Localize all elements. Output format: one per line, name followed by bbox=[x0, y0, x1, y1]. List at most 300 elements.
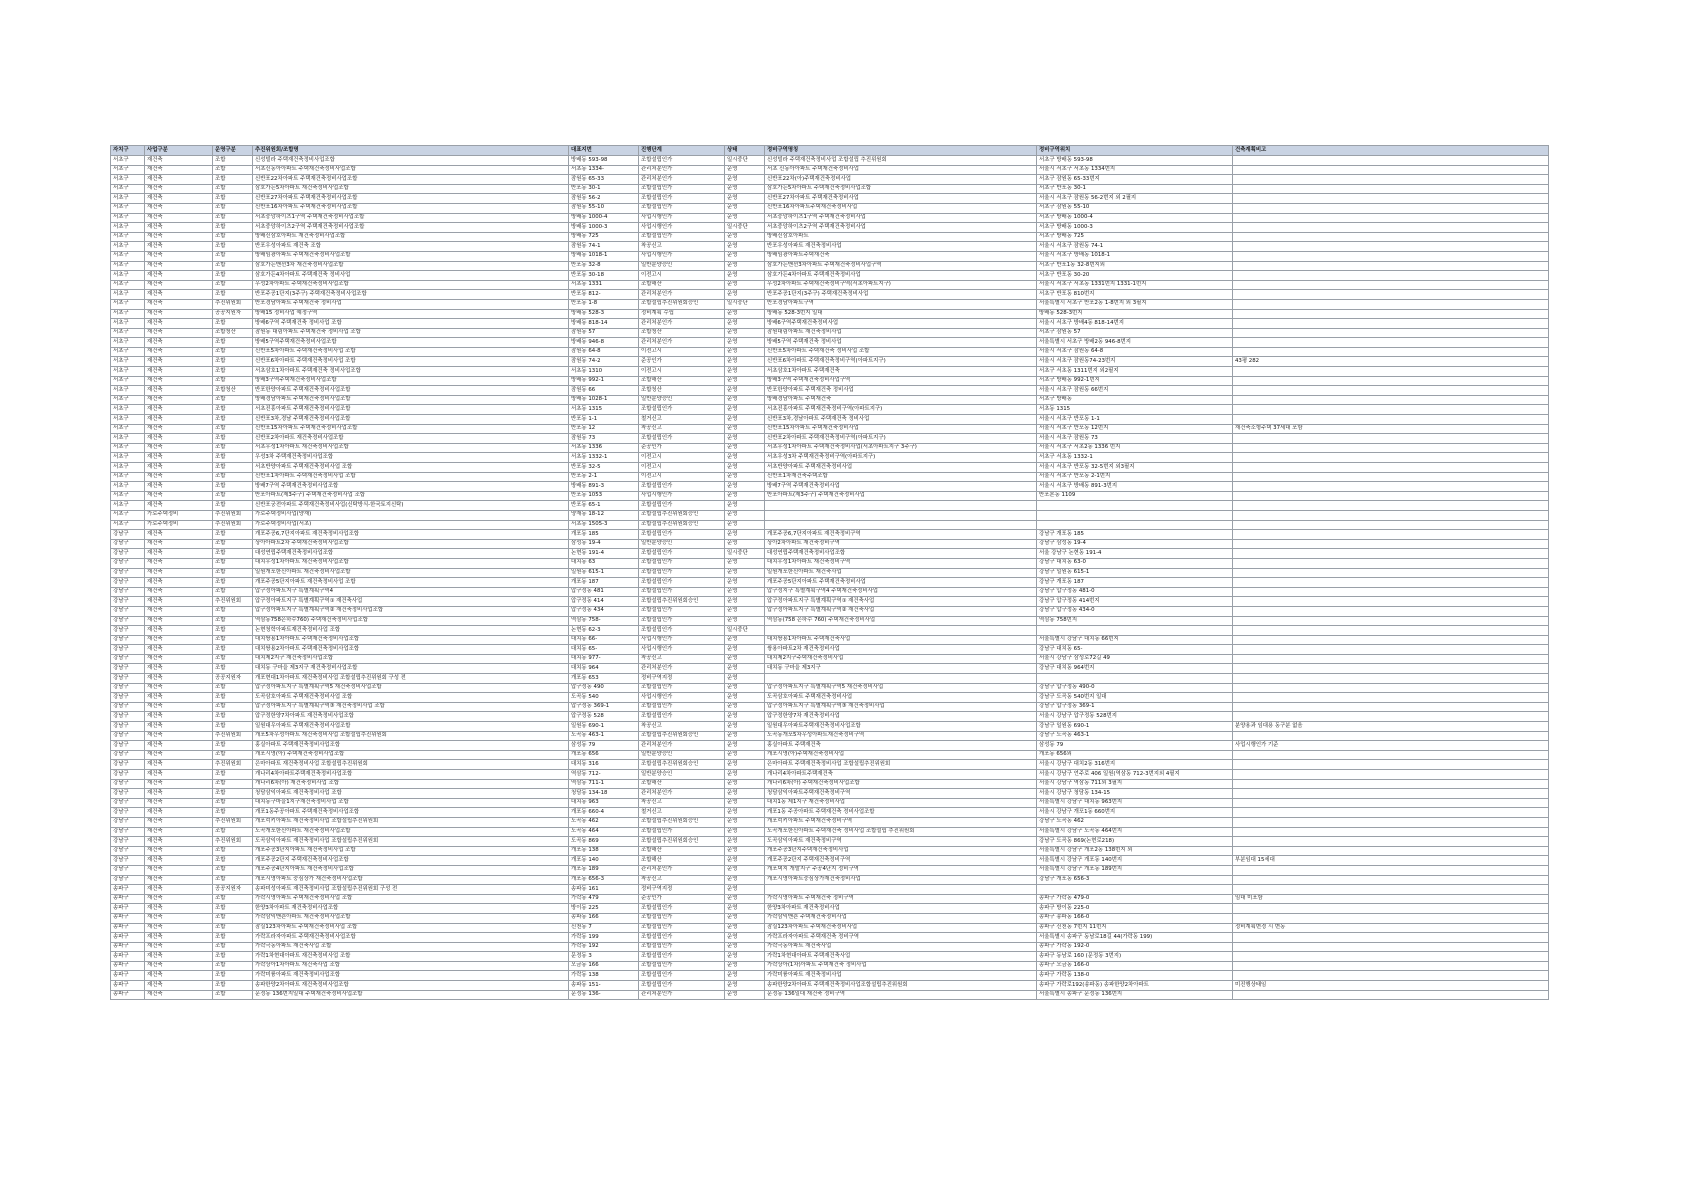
table-row bbox=[111, 184, 1549, 194]
cell-operation-type: 조합 bbox=[213, 933, 253, 943]
cell-lot-number: 도곡동 464 bbox=[569, 827, 639, 837]
cell-stage: 조합설립인가 bbox=[639, 482, 725, 492]
cell-remarks bbox=[1233, 520, 1549, 530]
cell-remarks bbox=[1233, 299, 1549, 309]
cell-stage: 일반분양승인 bbox=[639, 770, 725, 780]
cell-stage: 조합설립인가 bbox=[639, 530, 725, 540]
cell-stage: 정비계획 수립 bbox=[639, 309, 725, 319]
cell-lot-number: 잠원동 74-2 bbox=[569, 357, 639, 367]
cell-project-type: 재건축 bbox=[145, 395, 213, 405]
cell-status: 운영 bbox=[725, 770, 765, 780]
cell-project-type: 재건축 bbox=[145, 933, 213, 943]
cell-status: 운영 bbox=[725, 606, 765, 616]
cell-zone-name: 신반포2차아파트 주택재건축정비구역(아파트지구) bbox=[765, 434, 1037, 444]
cell-operation-type: 조합 bbox=[213, 741, 253, 751]
cell-zone-location bbox=[1037, 510, 1233, 520]
cell-status: 운영 bbox=[725, 568, 765, 578]
cell-status: 운영 bbox=[725, 242, 765, 252]
cell-remarks: 분양용과 임대용 동구분 없음 bbox=[1233, 722, 1549, 732]
cell-district: 강남구 bbox=[111, 693, 145, 703]
table-row bbox=[111, 165, 1549, 175]
cell-remarks bbox=[1233, 338, 1549, 348]
cell-zone-name: 개포주공2단지 주택재건축정비구역 bbox=[765, 856, 1037, 866]
cell-project-type: 재건축 bbox=[145, 357, 213, 367]
cell-lot-number: 역삼동 712- bbox=[569, 770, 639, 780]
table-row bbox=[111, 654, 1549, 664]
cell-committee-name: 압구정아파트지구 특별계획구역② 재건축정비사업조합 bbox=[253, 606, 569, 616]
cell-status: 운영 bbox=[725, 990, 765, 1000]
cell-operation-type: 조합 bbox=[213, 549, 253, 559]
cell-lot-number: 서초동 1331 bbox=[569, 280, 639, 290]
cell-lot-number: 대치동 66- bbox=[569, 635, 639, 645]
cell-committee-name: 압구정아파트지구 특별계획구역4 bbox=[253, 587, 569, 597]
cell-district: 강남구 bbox=[111, 865, 145, 875]
cell-zone-name: 신반포16차아파트주택재건축정비사업 bbox=[765, 203, 1037, 213]
cell-zone-location: 서울특별시 강남구 개포동 189번지 bbox=[1037, 865, 1233, 875]
cell-status: 운영 bbox=[725, 827, 765, 837]
cell-zone-location: 강남구 개포동 187 bbox=[1037, 578, 1233, 588]
cell-zone-name: 개포택지 개발지구 주공4단지 정비구역 bbox=[765, 865, 1037, 875]
cell-zone-name: 삼호가든맨션3차아파트 주택재건축정비사업구역 bbox=[765, 261, 1037, 271]
cell-remarks bbox=[1233, 798, 1549, 808]
cell-district: 강남구 bbox=[111, 587, 145, 597]
cell-project-type: 재건축 bbox=[145, 597, 213, 607]
cell-status: 운영 bbox=[725, 712, 765, 722]
cell-operation-type: 조합 bbox=[213, 558, 253, 568]
cell-status: 운영 bbox=[725, 865, 765, 875]
cell-status: 운영 bbox=[725, 530, 765, 540]
cell-zone-location: 서울시 서초구 방배동 1018-1 bbox=[1037, 251, 1233, 261]
cell-committee-name: 잠실123차아파트 주택재건축정비사업 조합 bbox=[253, 923, 569, 933]
cell-district: 서초구 bbox=[111, 482, 145, 492]
cell-zone-name bbox=[765, 510, 1037, 520]
cell-lot-number: 삼성동 19-4 bbox=[569, 539, 639, 549]
cell-status: 운영 bbox=[725, 616, 765, 626]
cell-district: 서초구 bbox=[111, 424, 145, 434]
cell-zone-location: 서초구 방배동 593-98 bbox=[1037, 156, 1233, 166]
cell-remarks bbox=[1233, 443, 1549, 453]
cell-stage: 조합설립인가 bbox=[639, 683, 725, 693]
cell-lot-number: 도곡동 869 bbox=[569, 837, 639, 847]
cell-committee-name: 가락시영아파트 주택재건축정비사업 조합 bbox=[253, 894, 569, 904]
cell-lot-number: 개포동 656-3 bbox=[569, 875, 639, 885]
cell-remarks bbox=[1233, 875, 1549, 885]
cell-district: 강남구 bbox=[111, 731, 145, 741]
cell-status: 운영 bbox=[725, 472, 765, 482]
cell-zone-name: 개포1동 주공아파트 주택재건축 정비사업조합 bbox=[765, 808, 1037, 818]
cell-zone-location: 서울시 서초구 방배4동 818-14번지 bbox=[1037, 319, 1233, 329]
cell-zone-name: 가락1차현대아파트 주택재건축사업 bbox=[765, 952, 1037, 962]
cell-stage: 준공인가 bbox=[639, 443, 725, 453]
cell-district: 서초구 bbox=[111, 453, 145, 463]
cell-project-type: 재건축 bbox=[145, 328, 213, 338]
cell-remarks bbox=[1233, 645, 1549, 655]
cell-operation-type: 조합 bbox=[213, 347, 253, 357]
cell-project-type: 재건축 bbox=[145, 156, 213, 166]
cell-remarks bbox=[1233, 395, 1549, 405]
cell-stage: 조합설립인가 bbox=[639, 434, 725, 444]
cell-lot-number: 대치동 977- bbox=[569, 654, 639, 664]
cell-committee-name: 반포우성아파트 재건축 조합 bbox=[253, 242, 569, 252]
cell-zone-name: 대성연립주택재건축정비사업조합 bbox=[765, 549, 1037, 559]
cell-zone-location: 서초구 서초동 1332-1 bbox=[1037, 453, 1233, 463]
table-row bbox=[111, 443, 1549, 453]
table-row bbox=[111, 194, 1549, 204]
cell-lot-number: 압구정동 369-1 bbox=[569, 702, 639, 712]
cell-zone-location: 강남구 압구정동 414번지 bbox=[1037, 597, 1233, 607]
cell-status: 운영 bbox=[725, 501, 765, 511]
cell-stage: 관리처분인가 bbox=[639, 165, 725, 175]
cell-operation-type: 조합 bbox=[213, 271, 253, 281]
cell-committee-name: 대성연립주택재건축정비사업조합 bbox=[253, 549, 569, 559]
cell-zone-name: 가락프라자아파트 주택재건축 정비구역 bbox=[765, 933, 1037, 943]
cell-zone-name: 신반포27차아파트 주택재건축정비사업 bbox=[765, 194, 1037, 204]
cell-stage: 관리처분인가 bbox=[639, 319, 725, 329]
cell-zone-name: 방배5구역 주택재건축 정비사업 bbox=[765, 338, 1037, 348]
cell-lot-number: 역삼동 711-1 bbox=[569, 779, 639, 789]
table-row bbox=[111, 357, 1549, 367]
cell-project-type: 재건축 bbox=[145, 453, 213, 463]
table-row bbox=[111, 923, 1549, 933]
cell-zone-location: 송파구 가락동 192-0 bbox=[1037, 942, 1233, 952]
cell-operation-type: 조합 bbox=[213, 405, 253, 415]
cell-remarks bbox=[1233, 415, 1549, 425]
cell-operation-type: 조합 bbox=[213, 654, 253, 664]
cell-status: 운영 bbox=[725, 328, 765, 338]
cell-zone-location: 삼성동 79 bbox=[1037, 741, 1233, 751]
cell-remarks bbox=[1233, 549, 1549, 559]
cell-remarks bbox=[1233, 271, 1549, 281]
cell-zone-location: 강남구 개포동 656-3 bbox=[1037, 875, 1233, 885]
cell-operation-type: 조합 bbox=[213, 290, 253, 300]
cell-committee-name: 신반포3차,경남 주택재건축정비사업조합 bbox=[253, 415, 569, 425]
cell-district: 서초구 bbox=[111, 338, 145, 348]
table-row bbox=[111, 616, 1549, 626]
cell-zone-name: 신성빌라 주택재건축정비사업 조합설립 추진위원회 bbox=[765, 156, 1037, 166]
cell-lot-number: 방배동 992-1 bbox=[569, 376, 639, 386]
cell-lot-number: 송파동 151- bbox=[569, 981, 639, 991]
cell-remarks bbox=[1233, 789, 1549, 799]
cell-project-type: 재건축 bbox=[145, 261, 213, 271]
table-row bbox=[111, 558, 1549, 568]
cell-stage: 철거신고 bbox=[639, 415, 725, 425]
table-row bbox=[111, 981, 1549, 991]
cell-district: 송파구 bbox=[111, 933, 145, 943]
table-row bbox=[111, 952, 1549, 962]
cell-district: 강남구 bbox=[111, 674, 145, 684]
cell-status: 운영 bbox=[725, 463, 765, 473]
cell-remarks bbox=[1233, 616, 1549, 626]
cell-stage: 조합설립인가 bbox=[639, 702, 725, 712]
cell-operation-type: 추진위원회 bbox=[213, 520, 253, 530]
cell-committee-name: 가락1차현대아파트 재건축정비사업 조합 bbox=[253, 952, 569, 962]
cell-district: 강남구 bbox=[111, 645, 145, 655]
cell-remarks: 부분임대 15세대 bbox=[1233, 856, 1549, 866]
cell-stage: 정비구역지정 bbox=[639, 674, 725, 684]
cell-operation-type: 조합 bbox=[213, 865, 253, 875]
cell-district: 강남구 bbox=[111, 578, 145, 588]
cell-project-type: 재건축 bbox=[145, 242, 213, 252]
cell-zone-location: 서울시 강남구 역삼동 711외 3필지 bbox=[1037, 779, 1233, 789]
cell-status: 운영 bbox=[725, 415, 765, 425]
cell-status: 운영 bbox=[725, 635, 765, 645]
cell-status: 운영 bbox=[725, 491, 765, 501]
cell-district: 서초구 bbox=[111, 232, 145, 242]
cell-zone-name: 개포주공6,7단지아파트 재건축정비구역 bbox=[765, 530, 1037, 540]
cell-remarks bbox=[1233, 597, 1549, 607]
cell-project-type: 재건축 bbox=[145, 770, 213, 780]
cell-project-type: 재건축 bbox=[145, 424, 213, 434]
cell-project-type: 재건축 bbox=[145, 885, 213, 895]
cell-remarks bbox=[1233, 693, 1549, 703]
cell-operation-type: 조합 bbox=[213, 463, 253, 473]
cell-project-type: 재건축 bbox=[145, 280, 213, 290]
cell-district: 서초구 bbox=[111, 491, 145, 501]
cell-stage: 조합설립인가 bbox=[639, 587, 725, 597]
cell-committee-name: 신성빌라 주택재건축정비사업조합 bbox=[253, 156, 569, 166]
cell-project-type: 재건축 bbox=[145, 779, 213, 789]
cell-committee-name: 서초진흥아파트 주택재건축정비사업조합 bbox=[253, 405, 569, 415]
cell-zone-name: 방배6구역주택재건축정비사업 bbox=[765, 319, 1037, 329]
cell-district: 서초구 bbox=[111, 510, 145, 520]
cell-zone-location: 서울시 서초구 반포동 2-1번지 bbox=[1037, 472, 1233, 482]
cell-stage: 조합해산 bbox=[639, 280, 725, 290]
cell-status: 운영 bbox=[725, 261, 765, 271]
cell-operation-type: 조합 bbox=[213, 952, 253, 962]
cell-zone-name: 홍실아파트 주택재건축 bbox=[765, 741, 1037, 751]
cell-lot-number: 개포동 653 bbox=[569, 674, 639, 684]
cell-project-type: 재건축 bbox=[145, 443, 213, 453]
cell-committee-name: 개포5차우성아파트 재건축정비사업 조합설립추진위원회 bbox=[253, 731, 569, 741]
cell-remarks bbox=[1233, 654, 1549, 664]
cell-stage: 조합해산 bbox=[639, 846, 725, 856]
cell-lot-number: 개포동 189 bbox=[569, 865, 639, 875]
cell-status: 일시중단 bbox=[725, 299, 765, 309]
cell-project-type: 재건축 bbox=[145, 626, 213, 636]
table-row bbox=[111, 885, 1549, 895]
cell-lot-number: 개포동 140 bbox=[569, 856, 639, 866]
table-row bbox=[111, 251, 1549, 261]
cell-remarks bbox=[1233, 203, 1549, 213]
cell-status: 일시중단 bbox=[725, 626, 765, 636]
cell-status: 운영 bbox=[725, 203, 765, 213]
cell-committee-name: 신반포6차아파트 주택재건축정비사업 조합 bbox=[253, 357, 569, 367]
cell-lot-number: 가락동 199 bbox=[569, 933, 639, 943]
cell-zone-name: 역삼동(758 은하수 760) 주택재건축정비사업 bbox=[765, 616, 1037, 626]
cell-status: 운영 bbox=[725, 405, 765, 415]
cell-committee-name: 개포시영아파트 중심상가 재건축정비사업조합 bbox=[253, 875, 569, 885]
table-body bbox=[111, 156, 1549, 1000]
cell-committee-name: 방배5구역주택재건축정비사업조합 bbox=[253, 338, 569, 348]
cell-district: 서초구 bbox=[111, 328, 145, 338]
cell-operation-type: 조합 bbox=[213, 750, 253, 760]
cell-operation-type: 조합 bbox=[213, 453, 253, 463]
cell-remarks bbox=[1233, 760, 1549, 770]
cell-remarks bbox=[1233, 482, 1549, 492]
cell-operation-type: 조합 bbox=[213, 501, 253, 511]
col-project-type: 사업구분 bbox=[145, 146, 213, 156]
cell-status: 운영 bbox=[725, 424, 765, 434]
cell-stage: 조합설립인가 bbox=[639, 501, 725, 511]
cell-lot-number: 개포동 138 bbox=[569, 846, 639, 856]
cell-zone-location: 송파구 송파동 166-0 bbox=[1037, 913, 1233, 923]
cell-stage: 조합설립인가 bbox=[639, 933, 725, 943]
cell-operation-type: 조합 bbox=[213, 338, 253, 348]
cell-committee-name: 서초반양아파트 주택재건축정비사업 조합 bbox=[253, 463, 569, 473]
cell-operation-type: 조합 bbox=[213, 424, 253, 434]
cell-committee-name: 개포현대1차아파트 재건축정비사업 조합설립추진위원회 구성 전 bbox=[253, 674, 569, 684]
col-lot-number: 대표지번 bbox=[569, 146, 639, 156]
cell-operation-type: 조합 bbox=[213, 942, 253, 952]
table-row bbox=[111, 770, 1549, 780]
table-row bbox=[111, 827, 1549, 837]
cell-stage: 조합설립인가 bbox=[639, 184, 725, 194]
cell-operation-type: 공공지원자 bbox=[213, 674, 253, 684]
cell-committee-name: 상아아파트2차 주택재건축정비사업조합 bbox=[253, 539, 569, 549]
cell-status: 운영 bbox=[725, 923, 765, 933]
cell-committee-name: 압구정한양7차아파트 재건축정비사업조합 bbox=[253, 712, 569, 722]
cell-committee-name: 서초삼호1차아파트 주택재건축 정비사업조합 bbox=[253, 367, 569, 377]
cell-stage: 조합청산 bbox=[639, 386, 725, 396]
cell-zone-name: 신반포22차(아)주택재건축정비사업 bbox=[765, 175, 1037, 185]
cell-committee-name: 개포주공3단지아파트 재건축정비사업 조합 bbox=[253, 846, 569, 856]
cell-stage: 관리처분인가 bbox=[639, 990, 725, 1000]
cell-committee-name: 방배6구역 주택재건축 정비사업 조합 bbox=[253, 319, 569, 329]
cell-district: 강남구 bbox=[111, 846, 145, 856]
cell-remarks bbox=[1233, 367, 1549, 377]
cell-zone-name: 방배7구역 주택재건축정비사업 bbox=[765, 482, 1037, 492]
cell-stage: 일반분양승인 bbox=[639, 395, 725, 405]
cell-zone-name bbox=[765, 520, 1037, 530]
cell-project-type: 재건축 bbox=[145, 894, 213, 904]
cell-remarks bbox=[1233, 539, 1549, 549]
cell-committee-name: 서초우성1차아파트 재건축정비사업조합 bbox=[253, 443, 569, 453]
table-row bbox=[111, 434, 1549, 444]
cell-district: 서초구 bbox=[111, 213, 145, 223]
cell-operation-type: 조합 bbox=[213, 376, 253, 386]
cell-operation-type: 조합 bbox=[213, 434, 253, 444]
cell-lot-number: 반포동 2-1 bbox=[569, 472, 639, 482]
cell-remarks bbox=[1233, 405, 1549, 415]
table-row bbox=[111, 539, 1549, 549]
cell-zone-location: 강남구 압구정동 434-0 bbox=[1037, 606, 1233, 616]
cell-remarks bbox=[1233, 952, 1549, 962]
table-row bbox=[111, 961, 1549, 971]
cell-status: 운영 bbox=[725, 520, 765, 530]
cell-operation-type: 조합 bbox=[213, 616, 253, 626]
cell-stage: 이전고시 bbox=[639, 367, 725, 377]
cell-remarks bbox=[1233, 827, 1549, 837]
cell-stage: 조합설립추진위원회승인 bbox=[639, 520, 725, 530]
cell-project-type: 재건축 bbox=[145, 223, 213, 233]
cell-lot-number: 논현동 191-4 bbox=[569, 549, 639, 559]
cell-committee-name: 잠원동 대림아파트 주택재건축 정비사업 조합 bbox=[253, 328, 569, 338]
cell-zone-name: 신반포1차재건축주택조합 bbox=[765, 472, 1037, 482]
table-row bbox=[111, 242, 1549, 252]
cell-district: 서초구 bbox=[111, 463, 145, 473]
cell-project-type: 재건축 bbox=[145, 232, 213, 242]
cell-district: 송파구 bbox=[111, 952, 145, 962]
cell-lot-number: 잠원동 64-8 bbox=[569, 347, 639, 357]
cell-operation-type: 조합 bbox=[213, 395, 253, 405]
cell-operation-type: 조합 bbox=[213, 990, 253, 1000]
cell-stage: 착공신고 bbox=[639, 875, 725, 885]
cell-remarks bbox=[1233, 453, 1549, 463]
cell-zone-location: 강남구 압구정동 481-0 bbox=[1037, 587, 1233, 597]
cell-zone-location: 서초구 방배동 725 bbox=[1037, 232, 1233, 242]
cell-status: 운영 bbox=[725, 952, 765, 962]
cell-stage: 조합설립인가 bbox=[639, 626, 725, 636]
cell-district: 송파구 bbox=[111, 990, 145, 1000]
cell-zone-name bbox=[765, 674, 1037, 684]
cell-remarks bbox=[1233, 568, 1549, 578]
cell-zone-location: 송파구 동남로 160 (문정동 3번지) bbox=[1037, 952, 1233, 962]
table-row bbox=[111, 702, 1549, 712]
cell-lot-number: 서초동 1505-3 bbox=[569, 520, 639, 530]
cell-lot-number: 서초동 1315 bbox=[569, 405, 639, 415]
table-row bbox=[111, 453, 1549, 463]
cell-stage: 조합설립인가 bbox=[639, 827, 725, 837]
cell-stage: 관리처분인가 bbox=[639, 175, 725, 185]
cell-zone-location: 강남구 삼성동 19-4 bbox=[1037, 539, 1233, 549]
cell-project-type: 재건축 bbox=[145, 376, 213, 386]
cell-committee-name: 신반포15차아파트 주택재건축정비사업조합 bbox=[253, 424, 569, 434]
cell-operation-type: 공공지원자 bbox=[213, 885, 253, 895]
cell-zone-name: 가락상아(1차)아파트 주택재건축 정비사업 bbox=[765, 961, 1037, 971]
cell-district: 서초구 bbox=[111, 434, 145, 444]
cell-zone-name bbox=[765, 885, 1037, 895]
cell-operation-type: 조합 bbox=[213, 251, 253, 261]
cell-zone-location: 송파구 가락로192(송파동) 송파한양2차아파트 bbox=[1037, 981, 1233, 991]
cell-zone-location: 반포본동 1109 bbox=[1037, 491, 1233, 501]
cell-committee-name: 개포럭키아파트 재건축정비사업 조합설립추진위원회 bbox=[253, 817, 569, 827]
cell-remarks bbox=[1233, 750, 1549, 760]
cell-district: 강남구 bbox=[111, 750, 145, 760]
cell-lot-number: 신천동 7 bbox=[569, 923, 639, 933]
cell-status: 운영 bbox=[725, 587, 765, 597]
cell-operation-type: 조합 bbox=[213, 904, 253, 914]
cell-remarks bbox=[1233, 319, 1549, 329]
cell-zone-location: 방배동 528-3번지 bbox=[1037, 309, 1233, 319]
cell-district: 강남구 bbox=[111, 798, 145, 808]
cell-committee-name: 가로주택정비사업(양재) bbox=[253, 510, 569, 520]
cell-status: 운영 bbox=[725, 779, 765, 789]
cell-zone-location: 서울특별시 강남구 대치동 66번지 bbox=[1037, 635, 1233, 645]
cell-operation-type: 조합 bbox=[213, 156, 253, 166]
cell-stage: 조합설립추진위원회승인 bbox=[639, 817, 725, 827]
cell-project-type: 재건축 bbox=[145, 606, 213, 616]
cell-project-type: 재건축 bbox=[145, 367, 213, 377]
table-row bbox=[111, 386, 1549, 396]
cell-committee-name: 서초신동아아파트 주택재건축정비사업조합 bbox=[253, 165, 569, 175]
cell-committee-name: 신반포궁전아파트 주택재건축정비사업(신탁방식-한국토지신탁) bbox=[253, 501, 569, 511]
cell-district: 강남구 bbox=[111, 702, 145, 712]
col-district: 자치구 bbox=[111, 146, 145, 156]
cell-lot-number: 반포동 32-8 bbox=[569, 261, 639, 271]
cell-remarks bbox=[1233, 578, 1549, 588]
cell-district: 강남구 bbox=[111, 654, 145, 664]
cell-district: 강남구 bbox=[111, 827, 145, 837]
cell-status: 운영 bbox=[725, 664, 765, 674]
cell-zone-name: 문정동 136일대 재건축 정비구역 bbox=[765, 990, 1037, 1000]
cell-status: 운영 bbox=[725, 693, 765, 703]
cell-remarks bbox=[1233, 347, 1549, 357]
cell-stage: 준공인가 bbox=[639, 357, 725, 367]
table-row bbox=[111, 990, 1549, 1000]
cell-lot-number: 압구정동 434 bbox=[569, 606, 639, 616]
cell-status: 운영 bbox=[725, 808, 765, 818]
cell-district: 강남구 bbox=[111, 770, 145, 780]
